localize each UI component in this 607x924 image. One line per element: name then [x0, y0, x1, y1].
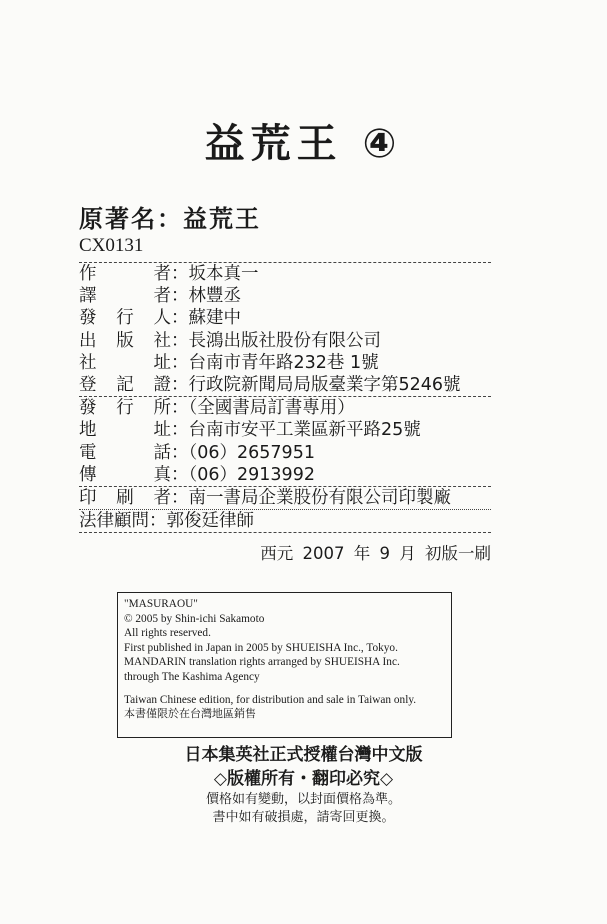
credit-row: [79, 464, 491, 486]
credit-value: ：蘇建中: [171, 308, 241, 329]
credit-row: [79, 263, 491, 285]
credits-group-1: [79, 263, 491, 396]
copyright-line: © 2005 by Shin-ichi Sakamoto: [124, 612, 265, 625]
credit-value: ：行政院新聞局局版臺業字第5246號: [171, 374, 461, 395]
credit-value: ：台南市安平工業區新平路25號: [171, 420, 421, 441]
copyright-line: MANDARIN translation rights arranged by SHUEISHA Inc.: [124, 656, 400, 669]
legal-row: [79, 510, 491, 532]
credit-label: 地 址: [79, 420, 171, 441]
credit-label: 傳 真: [79, 464, 171, 485]
credit-value: ：郭俊廷律師: [149, 511, 254, 532]
credit-row: [79, 419, 491, 441]
credit-value: ：台南市青年路232巷 1號: [171, 352, 379, 373]
license-statement: 日本集英社正式授權台灣中文版: [184, 745, 423, 765]
publication-date: 西元 2007 年 9 月 初版一刷: [260, 544, 491, 563]
distribution-note-en: Taiwan Chinese edition, for distribution and sale in Taiwan only.: [124, 693, 417, 706]
credit-label: 作 者: [79, 264, 171, 284]
credit-row: [79, 330, 491, 352]
credit-label: 發 行 人: [79, 308, 171, 329]
copyright-line: "MASURAOU": [124, 598, 198, 610]
copyright-line: through The Kashima Agency: [124, 670, 260, 683]
catalog-code: CX0131: [79, 235, 144, 256]
credits-group-2: [79, 397, 491, 486]
credit-value: ：南一書局企業股份有限公司印製廠: [171, 487, 451, 508]
divider: [79, 532, 491, 533]
credit-value: ：（全國書局訂書專用）: [171, 398, 355, 419]
distribution-note-zh: 本書僅限於在台灣地區銷售: [124, 707, 256, 721]
credit-label: 發 行 所: [79, 398, 171, 419]
credit-value: ：（06）2657951: [171, 442, 315, 463]
credit-label: 法 律 顧 問: [79, 511, 149, 532]
credit-row: [79, 374, 491, 396]
credit-label: 登 記 證: [79, 374, 171, 395]
credit-value: ：長鴻出版社股份有限公司: [171, 330, 381, 351]
credit-row: [79, 397, 491, 419]
credit-row: [79, 352, 491, 374]
original-title: 原著名：益荒王: [79, 205, 261, 233]
book-title: 益荒王 ④: [204, 121, 403, 167]
credit-label: 譯 者: [79, 286, 171, 307]
credit-value: ：（06）2913992: [171, 464, 315, 485]
printer-row: [79, 487, 491, 509]
credit-value: ：林豐丞: [171, 286, 241, 307]
credit-row: [79, 307, 491, 329]
rights-statement: ◇版權所有・翻印必究◇: [213, 769, 394, 789]
credits-block: [79, 262, 491, 533]
price-notice: 價格如有變動，以封面價格為準。: [205, 792, 401, 807]
copyright-line: First published in Japan in 2005 by SHUEISHA Inc., Tokyo.: [124, 641, 398, 654]
credit-row: [79, 285, 491, 307]
credit-value: ：坂本真一: [171, 264, 259, 284]
credit-label: 出 版 社: [79, 330, 171, 351]
copyright-line: All rights reserved.: [124, 627, 211, 640]
credit-label: 社 址: [79, 352, 171, 373]
copyright-box: [117, 592, 452, 738]
credit-label: 印 刷 者: [79, 487, 171, 508]
damage-notice: 書中如有破損處，請寄回更換。: [212, 810, 395, 825]
credit-label: 電 話: [79, 442, 171, 463]
credit-row: [79, 442, 491, 464]
